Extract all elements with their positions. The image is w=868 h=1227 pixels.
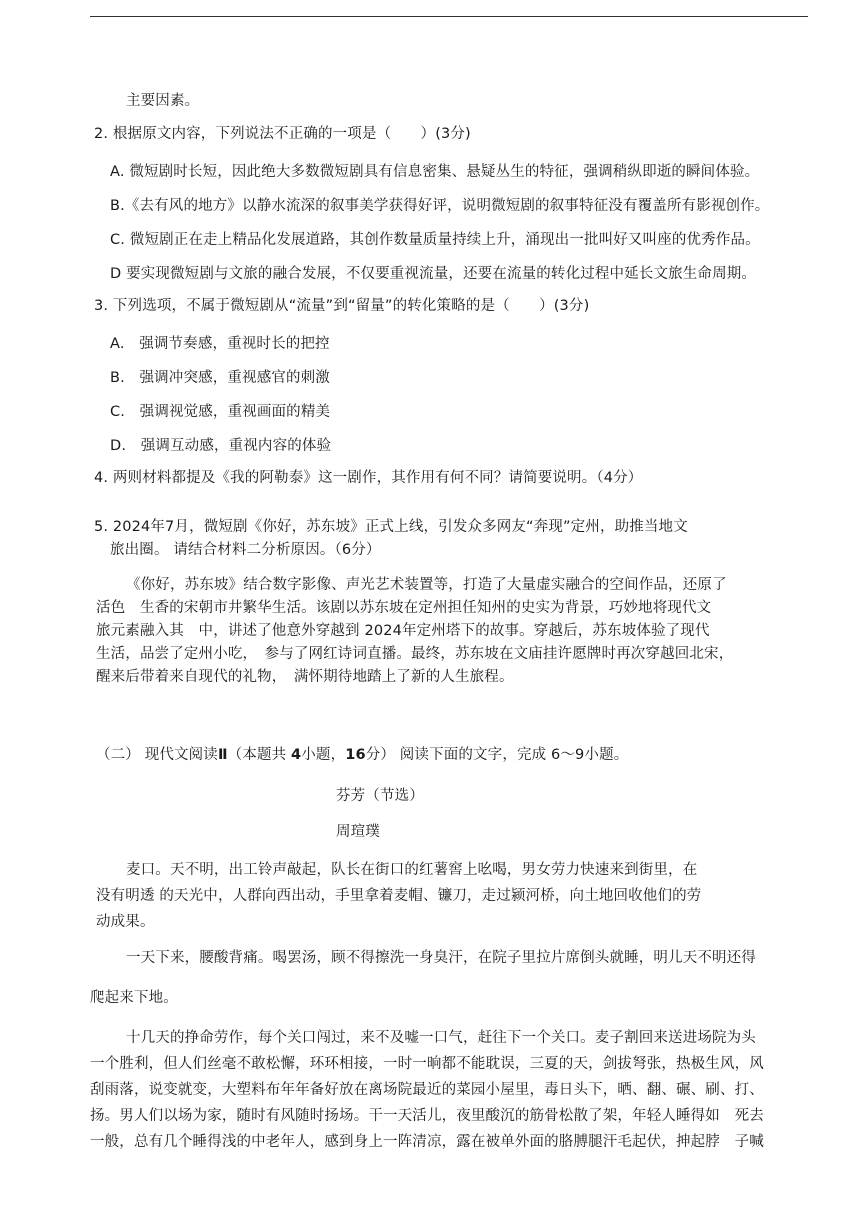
section-2-roman: Ⅱ [217,747,228,763]
section-2-points: 16 [345,747,366,763]
material-line-3: 旅元素融入其 中，讲述了他意外穿越到 2024年定州塔下的故事。穿越后，苏东坡体验了现代 [96,623,710,639]
article-line-2: 没有明透 的天光中，人群向西出动，手里拿着麦帽、镰刀，走过颍河桥，向土地回收他们的劳 [96,888,702,904]
q3-option-d: D. 强调互动感，重视内容的体验 [110,438,332,454]
question-5-line-2: 旅出圈。 请结合材料二分析原因。（6分） [110,542,381,558]
q2-option-c: C. 微短剧正在走上精品化发展道路，其创作数量质量持续上升，涌现出一批叫好又叫座的优秀作品。 [110,232,760,248]
material-line-2: 活色 生香的宋朝市井繁华生活。该剧以苏东坡在定州担任知州的史实为背景，巧妙地将现代文 [96,600,712,616]
question-4: 4. 两则材料都提及《我的阿勒泰》这一剧作，其作用有何不同？请简要说明。（4分） [94,470,643,486]
q3-option-c: C. 强调视觉感，重视画面的精美 [110,404,331,420]
q2-option-b: B.《去有风的地方》以静水流深的叙事美学获得好评，说明微短剧的叙事特征没有覆盖所有影视创作。 [110,198,770,214]
section-2-mid-2: 小题， [301,747,346,763]
section-2-heading [96,745,628,765]
question-3: 3. 下列选项，不属于微短剧从“流量”到“留量”的转化策略的是（ ）(3分) [94,298,590,314]
section-2-suffix: 分） 阅读下面的文字，完成 6～9小题。 [365,747,629,763]
material-line-5: 醒来后带着来自现代的礼物， 满怀期待地踏上了新的人生旅程。 [96,669,514,685]
article-title: 芬芳（节选） [336,788,424,804]
section-2-count: 4 [291,747,302,763]
q2-option-d: D 要实现微短剧与文旅的融合发展，不仅要重视流量，还要在流量的转化过程中延长文旅生命周期。 [110,266,757,282]
article-line-4: 一天下来，腰酸背痛。喝罢汤，顾不得擦洗一身臭汗，在院子里拉片席倒头就睡，明儿天不明还得 [126,950,756,966]
article-line-10: 一般，总有几个睡得浅的中老年人，感到身上一阵清凉，露在被单外面的胳膊腿汗毛起伏，抻起脖 子喊 [90,1134,764,1150]
material-line-1: 《你好，苏东坡》结合数字影像、声光艺术装置等，打造了大量虚实融合的空间作品，还原了 [126,577,727,593]
text-line-continuation: 主要因素。 [126,93,200,109]
material-line-4: 生活，品尝了定州小吃， 参与了网红诗词直播。最终，苏东坡在文庙挂许愿牌时再次穿越回北宋， [96,646,734,662]
q3-option-a: A. 强调节奏感，重视时长的把控 [110,336,330,352]
article-line-3: 动成果。 [96,914,155,930]
article-line-5: 爬起来下地。 [90,990,178,1006]
question-2: 2. 根据原文内容，下列说法不正确的一项是（ ）(3分) [94,126,471,142]
article-author: 周瑄璞 [336,824,380,840]
article-line-1: 麦口。天不明，出工铃声敲起，队长在街口的红薯窖上吆喝，男女劳力快速来到街里，在 [126,862,698,878]
section-2-prefix: （二） 现代文阅读 [96,747,218,763]
top-rule [90,16,808,17]
q3-option-b: B. 强调冲突感，重视感官的刺激 [110,370,330,386]
article-line-6: 十几天的挣命劳作，每个关口闯过，来不及嘘一口气，赶往下一个关口。麦子割回来送进场院为头 [126,1030,756,1046]
question-5-line-1: 5. 2024年7月，微短剧《你好，苏东坡》正式上线，引发众多网友“奔现”定州，助推当地文 [94,519,688,535]
section-2-mid-1: （本题共 [227,747,292,763]
article-line-9: 扬。男人们以场为家，随时有风随时扬场。干一天活儿，夜里酸沉的筋骨松散了架，年轻人睡得如 死去 [90,1108,764,1124]
article-line-8: 刮雨落，说变就变，大塑料布年年备好放在离场院最近的菜园小屋里，毒日头下，晒、翻、碾、刷、打、 [90,1082,764,1098]
q2-option-a: A. 微短剧时长短，因此绝大多数微短剧具有信息密集、悬疑丛生的特征，强调稍纵即逝的瞬间体验。 [110,164,760,180]
article-line-7: 一个胜利，但人们丝毫不敢松懈，环环相接，一时一晌都不能耽误，三夏的天，剑拔弩张，热极生风，风 [90,1056,764,1072]
